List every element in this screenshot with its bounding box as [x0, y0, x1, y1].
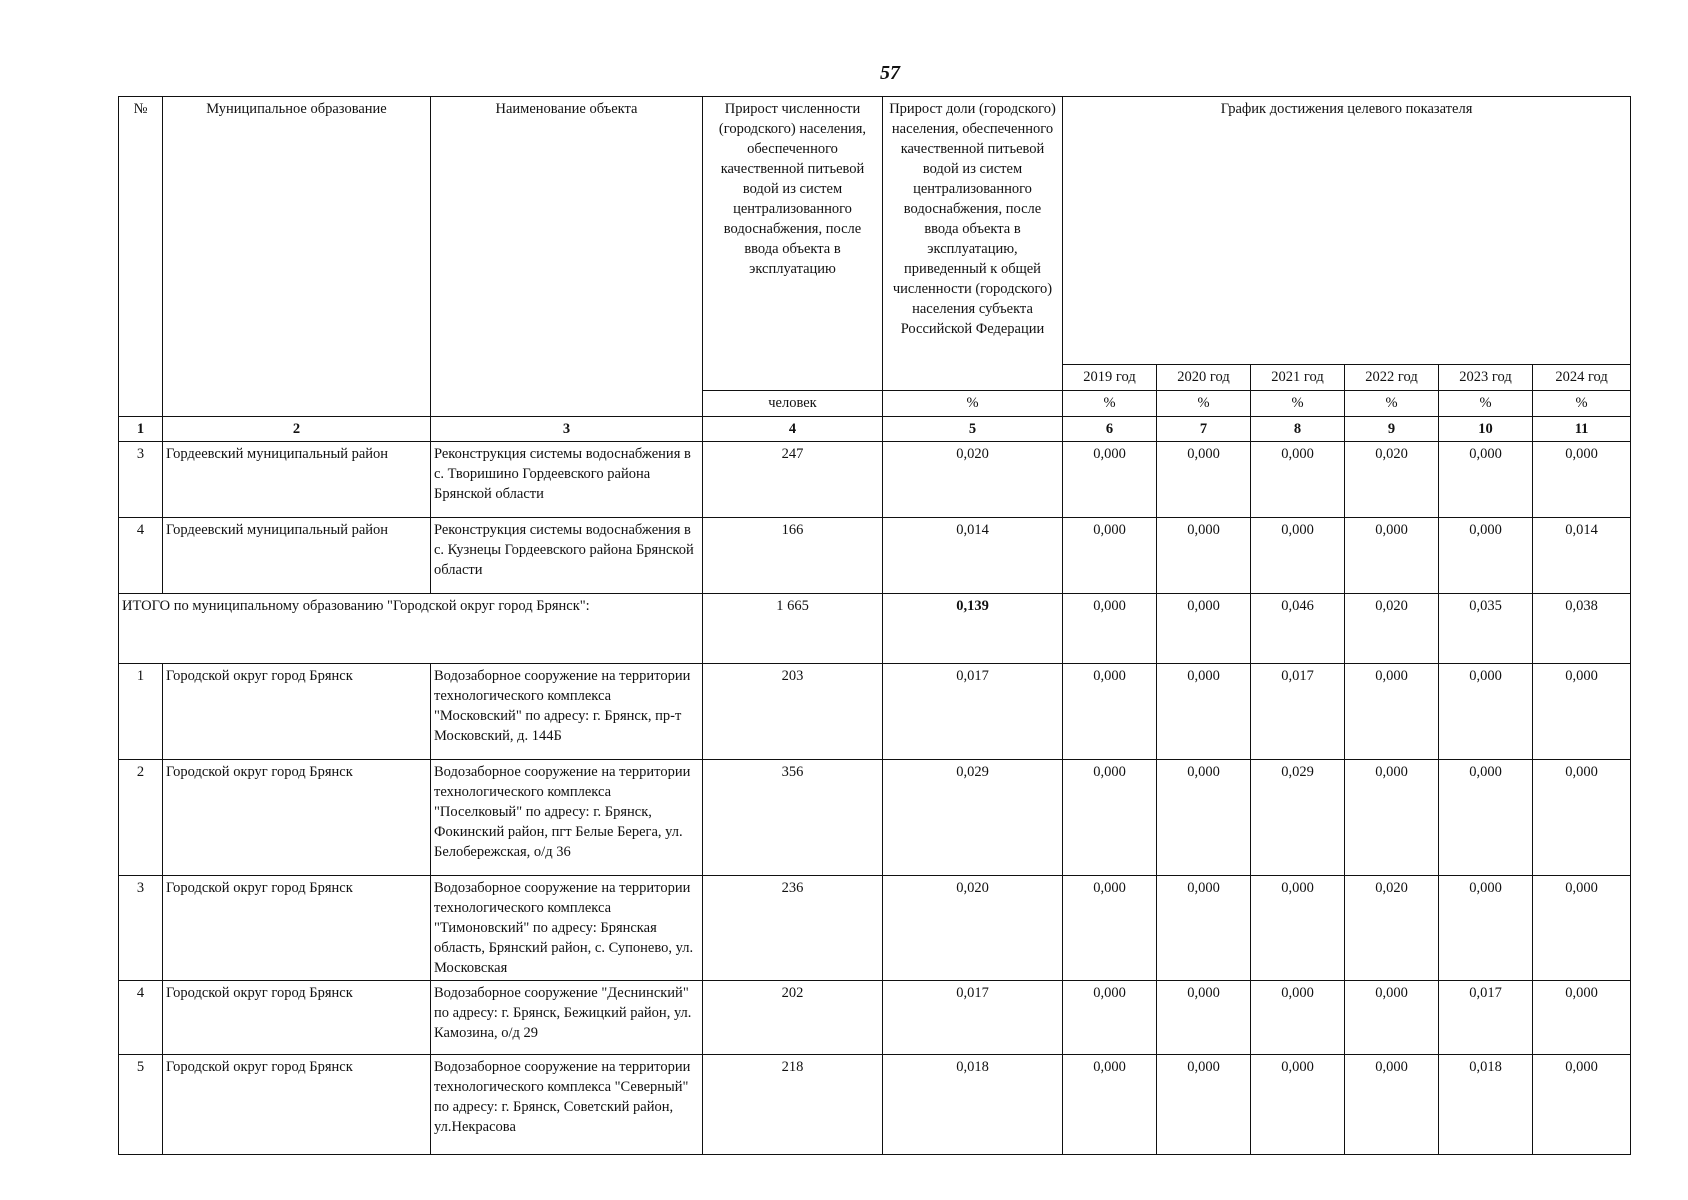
year-value: 0,000 [1157, 1055, 1251, 1155]
column-number: 3 [431, 417, 703, 442]
row-number: 3 [119, 442, 163, 518]
column-number: 11 [1533, 417, 1631, 442]
year-value: 0,000 [1345, 981, 1439, 1055]
header-municipality: Муниципальное образование [163, 97, 431, 417]
column-number: 8 [1251, 417, 1345, 442]
share-cell: 0,014 [883, 518, 1063, 594]
total-share: 0,139 [883, 594, 1063, 664]
unit-percent: % [1439, 391, 1533, 417]
header-year: 2022 год [1345, 365, 1439, 391]
municipality-cell: Городской округ город Брянск [163, 760, 431, 876]
total-row [119, 594, 1631, 664]
header-no: № [119, 97, 163, 417]
object-cell: Водозаборное сооружение на территории технологического комплекса "Поселковый" по адресу: г. Брянск, Фокинский район, пгт Белые Берега, ул. Белобережская, о/д 36 [431, 760, 703, 876]
header-year: 2019 год [1063, 365, 1157, 391]
row-number: 2 [119, 760, 163, 876]
year-value: 0,000 [1157, 876, 1251, 981]
year-value: 0,000 [1157, 518, 1251, 594]
year-value: 0,035 [1439, 594, 1533, 664]
year-value: 0,020 [1345, 876, 1439, 981]
header-year: 2020 год [1157, 365, 1251, 391]
column-number: 1 [119, 417, 163, 442]
year-value: 0,000 [1439, 518, 1533, 594]
row-number: 3 [119, 876, 163, 981]
object-cell: Водозаборное сооружение на территории технологического комплекса "Московский" по адресу: г. Брянск, пр-т Московский, д. 144Б [431, 664, 703, 760]
people-cell: 218 [703, 1055, 883, 1155]
year-value: 0,017 [1439, 981, 1533, 1055]
unit-percent: % [1345, 391, 1439, 417]
year-value: 0,020 [1345, 594, 1439, 664]
year-value: 0,000 [1533, 1055, 1631, 1155]
people-cell: 166 [703, 518, 883, 594]
share-cell: 0,020 [883, 876, 1063, 981]
total-label: ИТОГО по муниципальному образованию "Городской округ город Брянск": [119, 594, 703, 664]
people-cell: 203 [703, 664, 883, 760]
year-value: 0,018 [1439, 1055, 1533, 1155]
column-number: 5 [883, 417, 1063, 442]
column-number: 10 [1439, 417, 1533, 442]
object-cell: Водозаборное сооружение на территории технологического комплекса "Тимоновский" по адресу: Брянская область, Брянский район, с. Супонево, ул. Московская [431, 876, 703, 981]
object-cell: Водозаборное сооружение на территории технологического комплекса "Северный" по адресу: г. Брянск, Советский район, ул.Некрасова [431, 1055, 703, 1155]
column-number: 9 [1345, 417, 1439, 442]
table-row [119, 760, 1631, 876]
share-cell: 0,029 [883, 760, 1063, 876]
column-number: 6 [1063, 417, 1157, 442]
object-cell: Водозаборное сооружение "Деснинский" по адресу: г. Брянск, Бежицкий район, ул. Камозина, о/д 29 [431, 981, 703, 1055]
year-value: 0,038 [1533, 594, 1631, 664]
year-value: 0,000 [1063, 760, 1157, 876]
municipality-cell: Городской округ город Брянск [163, 876, 431, 981]
header-object: Наименование объекта [431, 97, 703, 417]
row-number: 5 [119, 1055, 163, 1155]
column-number: 4 [703, 417, 883, 442]
year-value: 0,000 [1063, 876, 1157, 981]
year-value: 0,000 [1251, 1055, 1345, 1155]
header-year: 2021 год [1251, 365, 1345, 391]
year-value: 0,000 [1439, 760, 1533, 876]
municipality-cell: Городской округ город Брянск [163, 981, 431, 1055]
year-value: 0,000 [1063, 594, 1157, 664]
row-number: 4 [119, 981, 163, 1055]
total-people: 1 665 [703, 594, 883, 664]
people-cell: 202 [703, 981, 883, 1055]
year-value: 0,000 [1063, 442, 1157, 518]
year-value: 0,000 [1251, 981, 1345, 1055]
municipality-cell: Городской округ город Брянск [163, 1055, 431, 1155]
year-value: 0,000 [1533, 664, 1631, 760]
page-number: 57 [880, 62, 900, 84]
unit-percent: % [883, 391, 1063, 417]
year-value: 0,000 [1533, 442, 1631, 518]
object-cell: Реконструкция системы водоснабжения в с. Творишино Гордеевского района Брянской области [431, 442, 703, 518]
year-value: 0,000 [1157, 594, 1251, 664]
year-value: 0,000 [1063, 664, 1157, 760]
year-value: 0,000 [1439, 664, 1533, 760]
year-value: 0,000 [1251, 518, 1345, 594]
share-cell: 0,017 [883, 664, 1063, 760]
year-value: 0,000 [1439, 876, 1533, 981]
year-value: 0,000 [1157, 760, 1251, 876]
year-value: 0,000 [1063, 518, 1157, 594]
header-schedule: График достижения целевого показателя [1063, 97, 1631, 365]
header-year: 2024 год [1533, 365, 1631, 391]
year-value: 0,000 [1533, 760, 1631, 876]
table-row [119, 518, 1631, 594]
people-cell: 236 [703, 876, 883, 981]
municipality-cell: Гордеевский муниципальный район [163, 442, 431, 518]
year-value: 0,020 [1345, 442, 1439, 518]
year-value: 0,000 [1533, 981, 1631, 1055]
year-value: 0,000 [1251, 876, 1345, 981]
row-number: 1 [119, 664, 163, 760]
header-growth-count: Прирост численности (городского) населения, обеспеченного качественной питьевой водой из систем централизованного водоснабжения, после ввода объекта в эксплуатацию [703, 97, 883, 391]
unit-percent: % [1157, 391, 1251, 417]
table-row [119, 1055, 1631, 1155]
year-value: 0,000 [1345, 760, 1439, 876]
column-number: 2 [163, 417, 431, 442]
year-value: 0,000 [1345, 518, 1439, 594]
year-value: 0,000 [1157, 981, 1251, 1055]
year-value: 0,000 [1345, 1055, 1439, 1155]
share-cell: 0,018 [883, 1055, 1063, 1155]
table-row [119, 442, 1631, 518]
unit-percent: % [1063, 391, 1157, 417]
unit-people: человек [703, 391, 883, 417]
header-growth-share: Прирост доли (городского) населения, обеспеченного качественной питьевой водой из систем централизованного водоснабжения, после ввода объекта в эксплуатацию, приведенный к общей численности (городского) населения субъекта Российской Федерации [883, 97, 1063, 391]
year-value: 0,000 [1063, 1055, 1157, 1155]
year-value: 0,000 [1345, 664, 1439, 760]
year-value: 0,000 [1157, 442, 1251, 518]
year-value: 0,000 [1533, 876, 1631, 981]
column-number-row [119, 417, 1631, 442]
water-supply-table [118, 96, 1631, 1155]
object-cell: Реконструкция системы водоснабжения в с. Кузнецы Гордеевского района Брянской области [431, 518, 703, 594]
municipality-cell: Гордеевский муниципальный район [163, 518, 431, 594]
year-value: 0,000 [1063, 981, 1157, 1055]
people-cell: 356 [703, 760, 883, 876]
year-value: 0,014 [1533, 518, 1631, 594]
share-cell: 0,017 [883, 981, 1063, 1055]
people-cell: 247 [703, 442, 883, 518]
unit-percent: % [1533, 391, 1631, 417]
header-year: 2023 год [1439, 365, 1533, 391]
table-row [119, 664, 1631, 760]
unit-percent: % [1251, 391, 1345, 417]
column-number: 7 [1157, 417, 1251, 442]
table-row [119, 876, 1631, 981]
year-value: 0,000 [1157, 664, 1251, 760]
table-row [119, 981, 1631, 1055]
year-value: 0,000 [1251, 442, 1345, 518]
municipality-cell: Городской округ город Брянск [163, 664, 431, 760]
year-value: 0,000 [1439, 442, 1533, 518]
share-cell: 0,020 [883, 442, 1063, 518]
year-value: 0,017 [1251, 664, 1345, 760]
year-value: 0,029 [1251, 760, 1345, 876]
row-number: 4 [119, 518, 163, 594]
year-value: 0,046 [1251, 594, 1345, 664]
